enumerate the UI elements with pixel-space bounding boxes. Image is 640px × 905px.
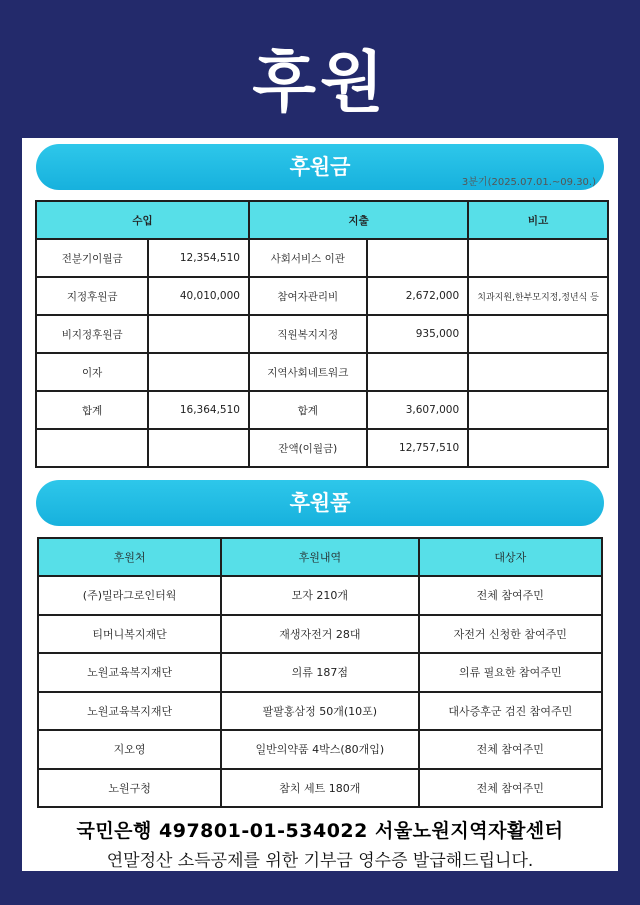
table-row <box>36 391 608 429</box>
expense-amount: 3,607,000 <box>367 391 469 429</box>
income-amount: 12,354,510 <box>148 239 249 277</box>
donor-cell: (주)밀라그로인터웍 <box>38 576 221 615</box>
donor-cell: 노원구청 <box>38 769 221 808</box>
recipients-cell: 대사증후군 검진 참여주민 <box>419 692 602 731</box>
header-donor: 후원처 <box>38 538 221 576</box>
funds-table <box>35 200 609 468</box>
receipt-notice: 연말정산 소득공제를 위한 기부금 영수증 발급해드립니다. <box>106 851 534 871</box>
income-amount: 16,364,510 <box>148 391 249 429</box>
donor-cell: 지오영 <box>38 730 221 769</box>
table-row <box>38 653 602 692</box>
quarter-label: 3분기(2025.07.01.~09.30.) <box>461 177 596 188</box>
page-title: 후원 <box>252 44 388 121</box>
goods-table-header <box>38 538 602 576</box>
recipients-cell: 전체 참여주민 <box>419 730 602 769</box>
recipients-cell: 전체 참여주민 <box>419 769 602 808</box>
income-item: 비지정후원금 <box>36 315 148 353</box>
donor-cell: 노원교육복지재단 <box>38 692 221 731</box>
income-item: 전분기이월금 <box>36 239 148 277</box>
bank-account-line: 국민은행 497801-01-534022 서울노원지역자활센터 <box>76 820 564 842</box>
note-cell <box>468 353 608 391</box>
note-cell: 치과지원,한부모지정,정년식 등 <box>468 277 608 315</box>
items-cell: 팔팔홍삼정 50개(10포) <box>221 692 418 731</box>
table-row <box>36 429 608 467</box>
donor-cell: 티머니복지재단 <box>38 615 221 654</box>
table-row <box>36 277 608 315</box>
expense-item: 직원복지지정 <box>249 315 367 353</box>
income-item: 합계 <box>36 391 148 429</box>
table-row <box>38 692 602 731</box>
header-income: 수입 <box>36 201 249 239</box>
funds-section-title: 후원금 <box>36 144 604 190</box>
note-cell <box>468 239 608 277</box>
header-note: 비고 <box>468 201 608 239</box>
expense-item: 사회서비스 이관 <box>249 239 367 277</box>
items-cell: 의류 187점 <box>221 653 418 692</box>
note-cell <box>468 315 608 353</box>
income-item: 이자 <box>36 353 148 391</box>
goods-table <box>37 537 603 808</box>
expense-amount: 12,757,510 <box>367 429 469 467</box>
goods-section-title: 후원품 <box>36 480 604 526</box>
expense-item: 지역사회네트워크 <box>249 353 367 391</box>
recipients-cell: 의류 필요한 참여주민 <box>419 653 602 692</box>
expense-item: 잔액(이월금) <box>249 429 367 467</box>
donor-cell: 노원교육복지재단 <box>38 653 221 692</box>
header-items: 후원내역 <box>221 538 418 576</box>
items-cell: 참치 세트 180개 <box>221 769 418 808</box>
items-cell: 모자 210개 <box>221 576 418 615</box>
expense-amount <box>367 239 469 277</box>
header-expense: 지출 <box>249 201 468 239</box>
income-amount <box>148 429 249 467</box>
table-row <box>38 576 602 615</box>
income-item <box>36 429 148 467</box>
items-cell: 일반의약품 4박스(80개입) <box>221 730 418 769</box>
expense-amount: 2,672,000 <box>367 277 469 315</box>
income-amount <box>148 353 249 391</box>
header-recipients: 대상자 <box>419 538 602 576</box>
note-cell <box>468 429 608 467</box>
expense-amount: 935,000 <box>367 315 469 353</box>
table-row <box>36 315 608 353</box>
table-row <box>36 239 608 277</box>
table-row <box>38 769 602 808</box>
income-amount <box>148 315 249 353</box>
recipients-cell: 전체 참여주민 <box>419 576 602 615</box>
note-cell <box>468 391 608 429</box>
table-row <box>38 615 602 654</box>
expense-item: 참여자관리비 <box>249 277 367 315</box>
income-item: 지정후원금 <box>36 277 148 315</box>
table-row <box>38 730 602 769</box>
items-cell: 재생자전거 28대 <box>221 615 418 654</box>
expense-item: 합계 <box>249 391 367 429</box>
income-amount: 40,010,000 <box>148 277 249 315</box>
table-row <box>36 353 608 391</box>
funds-table-header <box>36 201 608 239</box>
expense-amount <box>367 353 469 391</box>
recipients-cell: 자전거 신청한 참여주민 <box>419 615 602 654</box>
